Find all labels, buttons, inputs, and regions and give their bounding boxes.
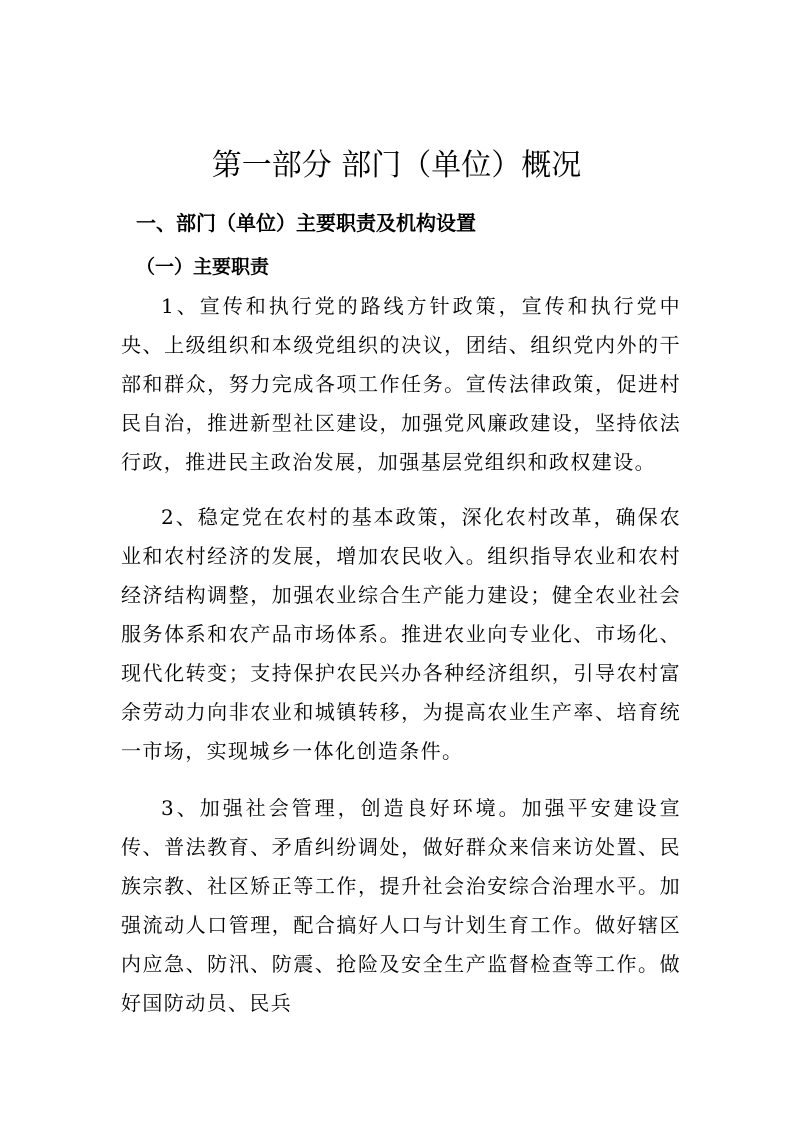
paragraph-duty-1: 1、宣传和执行党的路线方针政策，宣传和执行党中央、上级组织和本级党组织的决议，团结、组织党内外的干部和群众，努力完成各项工作任务。宣传法律政策，促进村民自治，推进新型社区建设，加强党风廉政建设，坚持依法行政，推进民主政治发展，加强基层党组织和政权建设。 (121, 294, 681, 474)
subsection-heading: （一）主要职责 (136, 256, 270, 278)
section-heading: 一、部门（单位）主要职责及机构设置 (136, 211, 476, 235)
paragraph-duty-3: 3、加强社会管理，创造良好环境。加强平安建设宣传、普法教育、矛盾纠纷调处，做好群众来信来访处置、民族宗教、社区矫正等工作，提升社会治安综合治理水平。加强流动人口管理，配合搞好人口与计划生育工作。做好辖区内应急、防汛、防震、抢险及安全生产监督检查等工作。做好国防动员、民兵 (121, 796, 681, 1015)
paragraph-duty-2: 2、稳定党在农村的基本政策，深化农村改革，确保农业和农村经济的发展，增加农民收入。组织指导农业和农村经济结构调整，加强农业综合生产能力建设；健全农业社会服务体系和农产品市场体系。推进农业向专业化、市场化、现代化转变；支持保护农民兴办各种经济组织，引导农村富余劳动力向非农业和城镇转移，为提高农业生产率、培育统一市场，实现城乡一体化创造条件。 (121, 505, 681, 763)
page-title: 第一部分 部门（单位）概况 (211, 148, 582, 183)
